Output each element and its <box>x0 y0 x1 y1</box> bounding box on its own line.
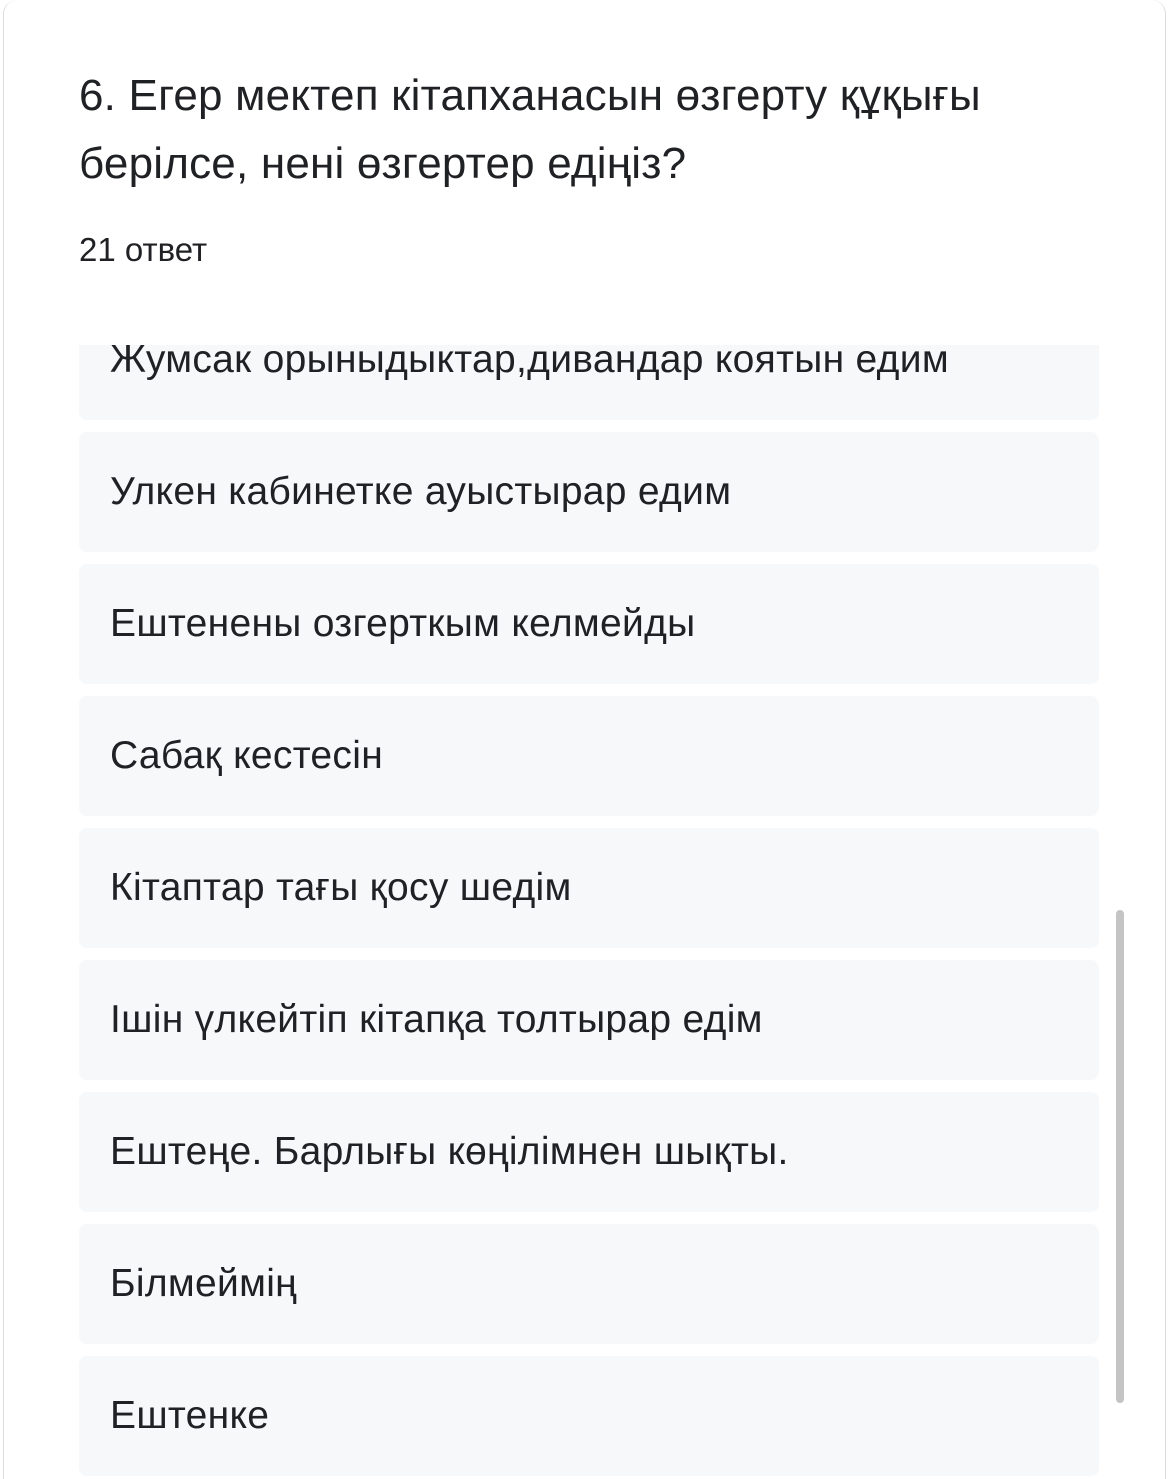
question-card <box>3 0 1166 1479</box>
scrollbar-thumb[interactable] <box>1116 910 1124 1403</box>
response-item: Сабақ кестесін <box>79 696 1099 816</box>
responses-list-content <box>79 345 1099 1479</box>
responses-list[interactable] <box>79 345 1099 1479</box>
response-item: Улкен кабинетке ауыстырар едим <box>79 432 1099 552</box>
response-item: Білмеймің <box>79 1224 1099 1344</box>
response-item: Ештенены озгерткым келмейды <box>79 564 1099 684</box>
response-item: Ештеңе. Барлығы көңілімнен шықты. <box>79 1092 1099 1212</box>
response-count: 21 ответ <box>79 231 208 268</box>
question-title: 6. Егер мектеп кітапханасын өзгерту құқығы берілсе, нені өзгертер едіңіз? <box>79 71 981 188</box>
response-item: Кітаптар тағы қосу шедім <box>79 828 1099 948</box>
response-item: Ештенке <box>79 1356 1099 1476</box>
response-item: Жумсак орыныдыктар,дивандар коятын едим <box>79 345 1099 420</box>
response-item: Ішін үлкейтіп кітапқа толтырар едім <box>79 960 1099 1080</box>
